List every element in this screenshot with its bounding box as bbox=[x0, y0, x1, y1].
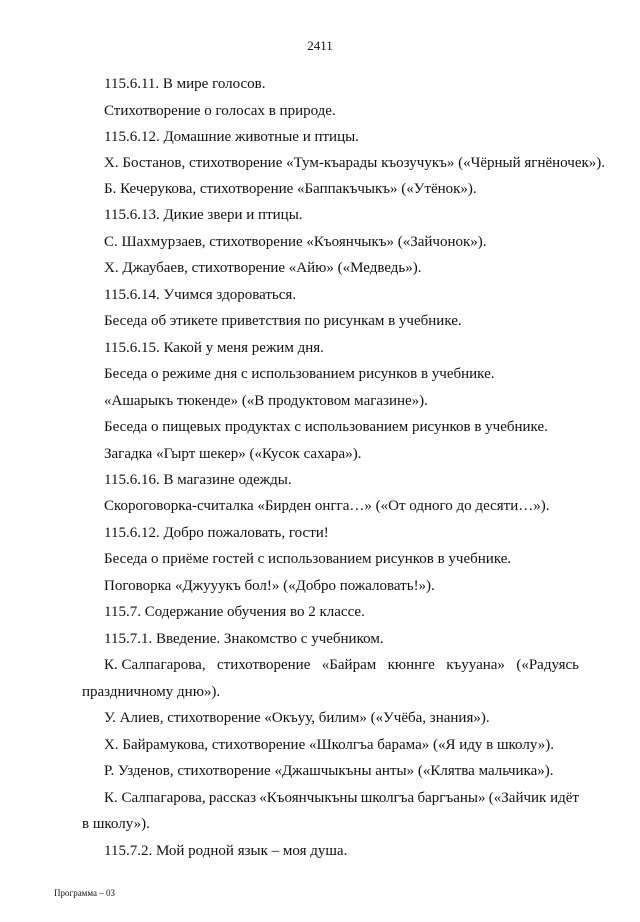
text-line: 115.7.1. Введение. Знакомство с учебником. bbox=[104, 631, 384, 647]
text-line: Стихотворение о голосах в природе. bbox=[104, 103, 336, 119]
text-line: Беседа о режиме дня с использованием рисунков в учебнике. bbox=[104, 366, 495, 382]
text-line: У. Алиев, стихотворение «Окъуу, билим» («Учёба, знания»). bbox=[104, 710, 490, 726]
word: къууана» bbox=[446, 657, 505, 673]
text-line-continuation: праздничному дню»). bbox=[82, 684, 221, 700]
text-line: Р. Узденов, стихотворение «Джашчыкъны анты» («Клятва мальчика»). bbox=[104, 763, 554, 779]
text-line: Б. Кечерукова, стихотворение «Баппакъчыкъ» («Утёнок»). bbox=[104, 181, 477, 197]
text-line: 115.6.12. Домашние животные и птицы. bbox=[104, 129, 359, 145]
page-number: 2411 bbox=[307, 38, 333, 53]
word: кюннге bbox=[387, 657, 435, 673]
text-line: 115.7.2. Мой родной язык – моя душа. bbox=[104, 843, 348, 859]
word: стихотворение bbox=[216, 657, 311, 673]
footer: Программа – 03 bbox=[54, 888, 116, 898]
word: К. Салпагарова, bbox=[104, 790, 206, 806]
text-line: Скороговорка-считалка «Бирден онгга…» («От одного до десяти…»). bbox=[104, 498, 550, 514]
text-line: «Ашарыкъ тюкенде» («В продуктовом магазине»). bbox=[104, 393, 428, 409]
word: школгъа bbox=[360, 790, 415, 806]
text-line: 115.6.12. Добро пожаловать, гости! bbox=[104, 525, 329, 541]
text-line: Х. Джаубаев, стихотворение «Айю» («Медведь»). bbox=[104, 260, 422, 276]
text-line: 115.6.14. Учимся здороваться. bbox=[104, 287, 297, 303]
text-line: 115.6.15. Какой у меня режим дня. bbox=[104, 340, 324, 356]
text-line: Загадка «Гырт шекер» («Кусок сахара»). bbox=[104, 446, 362, 462]
word: «Къоянчыкъны bbox=[259, 790, 358, 806]
text-line: Х. Байрамукова, стихотворение «Школгъа барама» («Я иду в школу»). bbox=[104, 737, 554, 753]
text-line: 115.6.16. В магазине одежды. bbox=[104, 472, 292, 488]
word: («Зайчик идёт bbox=[488, 790, 579, 806]
word: («Радуясь bbox=[516, 657, 579, 673]
word: «Байрам bbox=[321, 657, 377, 673]
text-line: Х. Бостанов, стихотворение «Тум-къарады къозучукъ» («Чёрный ягнёночек»). bbox=[104, 155, 606, 171]
word: баргъаны» bbox=[417, 790, 486, 806]
text-line: 115.6.11. В мире голосов. bbox=[104, 76, 266, 92]
word: К. Салпагарова, bbox=[104, 657, 206, 673]
text-line: 115.7. Содержание обучения во 2 классе. bbox=[104, 604, 365, 620]
text-line: Поговорка «Джууукъ бол!» («Добро пожаловать!»). bbox=[104, 578, 435, 594]
text-line: Беседа о приёме гостей с использованием рисунков в учебнике. bbox=[104, 551, 512, 567]
text-line: 115.6.13. Дикие звери и птицы. bbox=[104, 207, 303, 223]
text-line: С. Шахмурзаев, стихотворение «Къоянчыкъ» («Зайчонок»). bbox=[104, 234, 487, 250]
text-line: Беседа о пищевых продуктах с использованием рисунков в учебнике. bbox=[104, 419, 548, 435]
text-line-continuation: в школу»). bbox=[82, 816, 150, 832]
word: рассказ bbox=[208, 790, 256, 806]
text-line: Беседа об этикете приветствия по рисункам в учебнике. bbox=[104, 313, 462, 329]
salpagarova-poem-line bbox=[104, 656, 579, 674]
salpagarova-story-line bbox=[104, 789, 579, 807]
